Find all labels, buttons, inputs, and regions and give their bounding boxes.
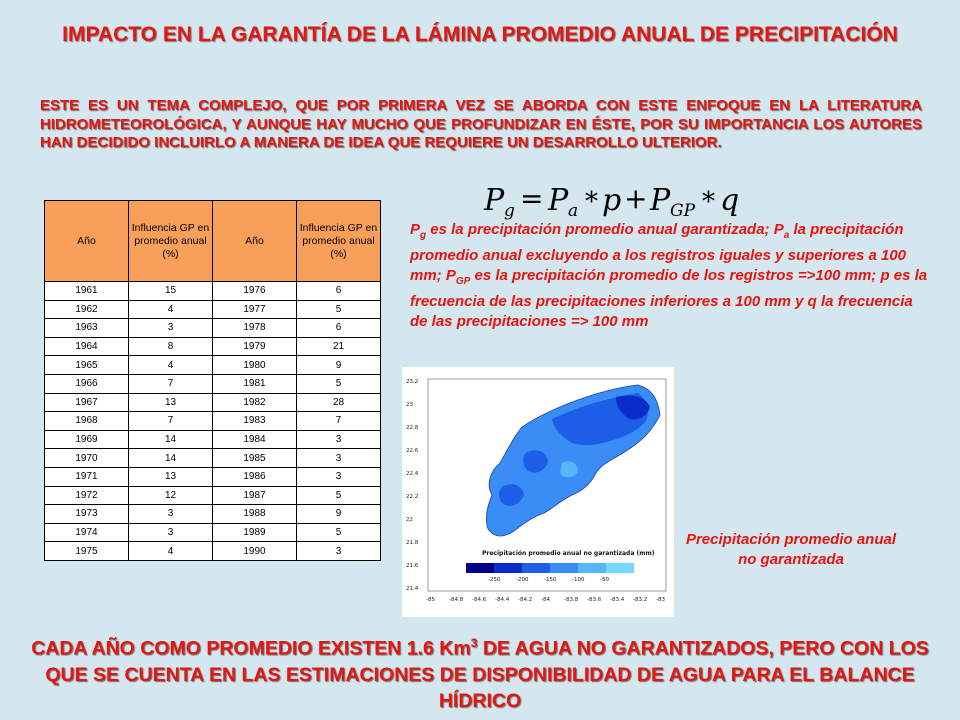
cell-influence-2: 9 xyxy=(297,356,381,375)
map-y-tick: 22.2 xyxy=(406,494,419,500)
map-y-tick: 22.6 xyxy=(406,448,419,454)
map-x-tick: -83 xyxy=(656,597,665,603)
cell-year-1: 1968 xyxy=(45,412,129,431)
cell-influence-2: 21 xyxy=(297,337,381,356)
cell-year-2: 1984 xyxy=(213,430,297,449)
map-legend-tick: -200 xyxy=(516,577,529,583)
col-header-year-2: Año xyxy=(213,201,297,282)
conclusion-superscript: 3 xyxy=(470,636,478,650)
desc-text-1: es la precipitación promedio anual garantizada; xyxy=(426,221,774,238)
map-x-tick: -83.6 xyxy=(587,597,602,603)
formula-times2: * xyxy=(702,187,715,217)
table-row xyxy=(45,542,381,561)
cell-year-2: 1982 xyxy=(213,393,297,412)
col-header-influence-1: Influencia GP en promedio anual (%) xyxy=(129,201,213,282)
formula-plus: + xyxy=(624,182,648,215)
cell-influence-1: 4 xyxy=(129,300,213,319)
influence-table-wrap xyxy=(44,200,381,561)
symbol-pa: P xyxy=(773,221,784,238)
table-row xyxy=(45,505,381,524)
influence-table xyxy=(44,200,381,561)
table-row xyxy=(45,337,381,356)
table-body xyxy=(45,282,381,561)
cell-influence-1: 3 xyxy=(129,319,213,338)
map-legend xyxy=(466,563,634,573)
map-y-tick: 21.8 xyxy=(406,540,419,546)
formula-q: q xyxy=(720,183,740,218)
cell-influence-2: 5 xyxy=(297,300,381,319)
formula-lhs: P xyxy=(484,183,505,218)
cell-year-1: 1964 xyxy=(45,337,129,356)
map-legend-swatch xyxy=(494,563,522,573)
cell-influence-1: 13 xyxy=(129,393,213,412)
cell-year-2: 1988 xyxy=(213,505,297,524)
cell-influence-2: 6 xyxy=(297,282,381,301)
table-row xyxy=(45,374,381,393)
intro-paragraph: ESTE ES UN TEMA COMPLEJO, QUE POR PRIMERA VEZ SE ABORDA CON ESTE ENFOQUE EN LA LITERATURA HIDROMETEOROLÓGICA, Y AUNQUE HAY MUCHO QUE PROFUNDIZAR EN ÉSTE, POR SU IMPORTANCIA LOS AUTORES HAN DECIDIDO INCLUIRLO A MANERA DE IDEA QUE REQUIERE UN DESARROLLO ULTERIOR. xyxy=(40,97,922,151)
map-y-tick: 23 xyxy=(406,402,413,408)
symbol-pg: P xyxy=(410,221,421,238)
cell-influence-1: 4 xyxy=(129,356,213,375)
cell-influence-2: 3 xyxy=(297,542,381,561)
cell-influence-1: 7 xyxy=(129,374,213,393)
cell-year-2: 1981 xyxy=(213,374,297,393)
desc-text-3: es la precipitación promedio de los registros =>100 mm; p es la frecuencia de las precipitaciones inferiores a 100 mm y q la frecuencia de las precipitaciones => 100 mm xyxy=(410,267,928,330)
cell-year-2: 1985 xyxy=(213,449,297,468)
symbol-pgp-sub: GP xyxy=(455,276,471,287)
cell-influence-2: 3 xyxy=(297,467,381,486)
cell-influence-1: 7 xyxy=(129,412,213,431)
map-y-tick: 22 xyxy=(406,517,413,523)
table-header-row xyxy=(45,201,381,282)
map-legend-swatch xyxy=(550,563,578,573)
cell-year-1: 1969 xyxy=(45,430,129,449)
cell-year-1: 1974 xyxy=(45,523,129,542)
table-row xyxy=(45,393,381,412)
cell-year-1: 1961 xyxy=(45,282,129,301)
formula-term1: P xyxy=(548,183,569,218)
map-y-tick: 23.2 xyxy=(406,379,419,385)
map-legend-tick: -150 xyxy=(544,577,557,583)
cell-influence-2: 28 xyxy=(297,393,381,412)
cell-influence-1: 12 xyxy=(129,486,213,505)
table-row xyxy=(45,486,381,505)
formula-p: p xyxy=(602,183,622,218)
cell-year-1: 1972 xyxy=(45,486,129,505)
cell-influence-1: 14 xyxy=(129,430,213,449)
conclusion xyxy=(10,630,950,714)
map-legend-swatch xyxy=(466,563,494,573)
cell-year-2: 1989 xyxy=(213,523,297,542)
cell-year-1: 1963 xyxy=(45,319,129,338)
formula-lhs-sub: g xyxy=(504,201,515,221)
map-legend-swatch xyxy=(522,563,550,573)
map-y-tick: 22.4 xyxy=(406,471,419,477)
map-x-tick: -84.2 xyxy=(518,597,533,603)
formula-term2-sub: GP xyxy=(670,201,696,221)
table-row xyxy=(45,282,381,301)
cell-influence-2: 6 xyxy=(297,319,381,338)
map-svg xyxy=(402,367,674,617)
map-legend-tick: -50 xyxy=(600,577,609,583)
cell-year-1: 1970 xyxy=(45,449,129,468)
cell-influence-1: 15 xyxy=(129,282,213,301)
map-legend-title: Precipitación promedio anual no garantizada (mm) xyxy=(482,550,655,557)
table-row xyxy=(45,319,381,338)
cell-year-1: 1962 xyxy=(45,300,129,319)
cell-influence-1: 14 xyxy=(129,449,213,468)
cell-year-1: 1971 xyxy=(45,467,129,486)
conclusion-part2: DE AGUA NO GARANTIZADOS, PERO CON LOS QUE SE CUENTA EN LAS ESTIMACIONES DE DISPONIBILIDAD DE AGUA PARA EL BALANCE HÍDRICO xyxy=(45,637,929,712)
table-row xyxy=(45,523,381,542)
formula xyxy=(484,172,784,222)
conclusion-part1: CADA AÑO COMO PROMEDIO EXISTEN 1.6 Km xyxy=(31,637,471,660)
cell-influence-1: 3 xyxy=(129,523,213,542)
map-x-tick: -84.6 xyxy=(472,597,487,603)
table-row xyxy=(45,412,381,431)
table-row xyxy=(45,430,381,449)
symbol-pgp: P xyxy=(445,267,456,284)
cell-influence-1: 13 xyxy=(129,467,213,486)
map-x-tick: -84 xyxy=(541,597,550,603)
table-row xyxy=(45,356,381,375)
cell-influence-1: 3 xyxy=(129,505,213,524)
cell-year-2: 1987 xyxy=(213,486,297,505)
cell-year-2: 1979 xyxy=(213,337,297,356)
formula-term2: P xyxy=(650,183,671,218)
symbol-pg-sub: g xyxy=(420,230,427,241)
map-x-tick: -83.4 xyxy=(610,597,625,603)
cell-year-1: 1973 xyxy=(45,505,129,524)
map-x-tick: -84.8 xyxy=(449,597,464,603)
cell-influence-2: 5 xyxy=(297,523,381,542)
precipitation-map xyxy=(402,367,674,617)
formula-equals: = xyxy=(520,182,544,215)
cell-year-2: 1978 xyxy=(213,319,297,338)
cell-year-2: 1983 xyxy=(213,412,297,431)
formula-description xyxy=(410,220,930,332)
map-x-tick: -83.8 xyxy=(564,597,579,603)
cell-influence-2: 3 xyxy=(297,430,381,449)
cell-year-1: 1967 xyxy=(45,393,129,412)
cell-influence-2: 7 xyxy=(297,412,381,431)
map-legend-tick: -100 xyxy=(572,577,585,583)
cell-influence-2: 3 xyxy=(297,449,381,468)
cell-influence-2: 9 xyxy=(297,505,381,524)
map-caption: Precipitación promedio anual no garantizada xyxy=(685,531,897,568)
map-x-tick: -85 xyxy=(426,597,435,603)
cell-year-1: 1975 xyxy=(45,542,129,561)
map-x-tick: -84.4 xyxy=(495,597,510,603)
map-x-tick: -83.2 xyxy=(633,597,648,603)
cell-year-2: 1986 xyxy=(213,467,297,486)
map-y-tick: 22.8 xyxy=(406,425,419,431)
table-row xyxy=(45,467,381,486)
cell-influence-2: 5 xyxy=(297,486,381,505)
map-legend-tick: -250 xyxy=(488,577,501,583)
table-row xyxy=(45,449,381,468)
cell-influence-2: 5 xyxy=(297,374,381,393)
cell-year-2: 1977 xyxy=(213,300,297,319)
cell-influence-1: 4 xyxy=(129,542,213,561)
col-header-year-1: Año xyxy=(45,201,129,282)
table-row xyxy=(45,300,381,319)
symbol-pa-sub: a xyxy=(783,230,790,241)
map-y-tick: 21.6 xyxy=(406,563,419,569)
formula-times1: * xyxy=(585,187,598,217)
desc-text-2: la precipitación promedio anual excluyendo a los registros iguales y superiores a 100 mm; xyxy=(410,221,907,284)
cell-year-1: 1965 xyxy=(45,356,129,375)
cell-year-2: 1976 xyxy=(213,282,297,301)
page-title: IMPACTO EN LA GARANTÍA DE LA LÁMINA PROMEDIO ANUAL DE PRECIPITACIÓN xyxy=(62,23,898,46)
cell-year-2: 1990 xyxy=(213,542,297,561)
map-y-tick: 21.4 xyxy=(406,586,419,592)
formula-term1-sub: a xyxy=(568,201,579,221)
map-legend-swatch xyxy=(606,563,634,573)
col-header-influence-2: Influencia GP en promedio anual (%) xyxy=(297,201,381,282)
cell-year-2: 1980 xyxy=(213,356,297,375)
cell-influence-1: 8 xyxy=(129,337,213,356)
cell-year-1: 1966 xyxy=(45,374,129,393)
map-legend-swatch xyxy=(578,563,606,573)
